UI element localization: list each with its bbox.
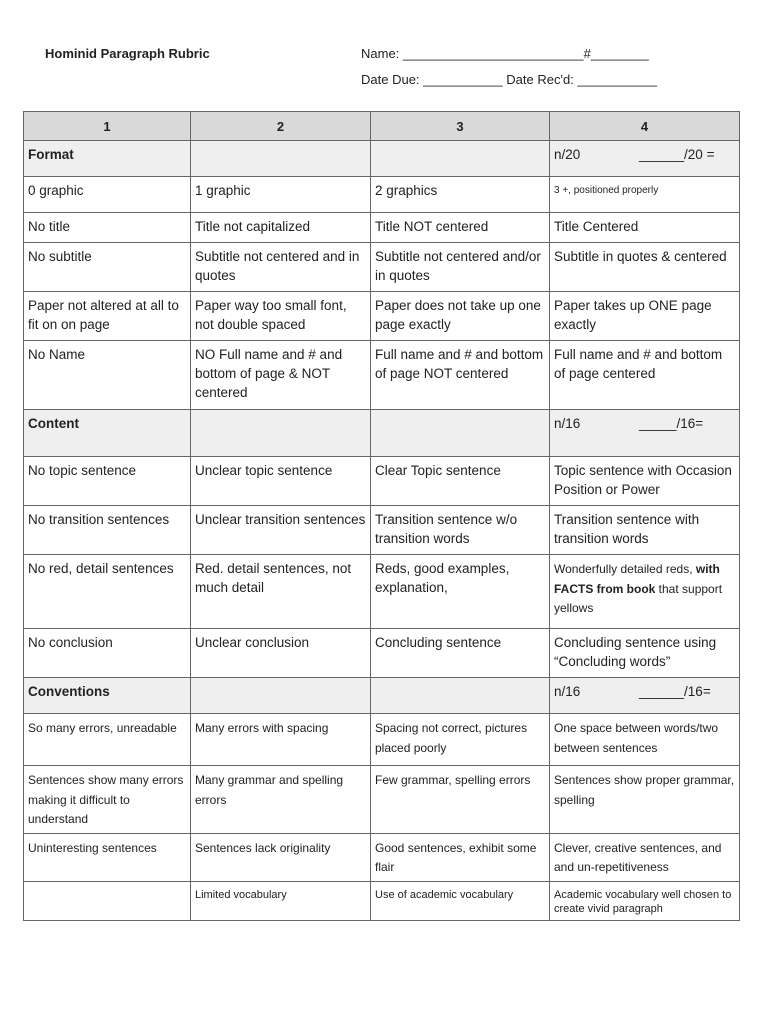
rubric-cell <box>24 833 191 881</box>
score-total: n/16 <box>554 684 581 699</box>
rubric-cell <box>550 881 740 920</box>
rubric-cell: Transition sentence with transition words <box>550 506 740 555</box>
rubric-cell: NO Full name and # and bottom of page & NOT centered <box>191 341 371 410</box>
rubric-cell: 1 graphic <box>191 177 371 213</box>
rubric-cell: Unclear topic sentence <box>191 457 371 506</box>
section-row-format <box>24 141 740 177</box>
rubric-cell: No red, detail sentences <box>24 555 191 629</box>
score-blank: ______/16= <box>639 684 711 699</box>
rubric-cell: Subtitle not centered and in quotes <box>191 243 371 292</box>
rubric-cell <box>371 714 550 766</box>
rubric-cell <box>550 714 740 766</box>
rubric-cell <box>191 766 371 834</box>
section-score <box>550 410 740 457</box>
rubric-cell <box>191 833 371 881</box>
rubric-cell: Paper does not take up one page exactly <box>371 292 550 341</box>
empty-cell <box>371 678 550 714</box>
rubric-cell: Paper not altered at all to fit on on page <box>24 292 191 341</box>
section-row-content <box>24 410 740 457</box>
text-run: Wonderfully detailed reds, <box>554 562 696 576</box>
rubric-cell <box>371 881 550 920</box>
rubric-cell-text: Spacing not correct, pictures placed poorly <box>375 721 528 755</box>
table-row <box>24 341 740 410</box>
table-row <box>24 629 740 678</box>
rubric-cell-text: Sentences show many errors making it difficult to understand <box>28 773 184 826</box>
table-row <box>24 292 740 341</box>
rubric-cell: Subtitle in quotes & centered <box>550 243 740 292</box>
rubric-cell: Subtitle not centered and/or in quotes <box>371 243 550 292</box>
rubric-cell <box>371 766 550 834</box>
rubric-cell: Topic sentence with Occasion Position or Power <box>550 457 740 506</box>
rubric-cell-text: Many errors with spacing <box>195 721 329 735</box>
rubric-cell-text: Academic vocabulary well chosen to create vivid paragraph <box>554 888 732 915</box>
table-row <box>24 881 740 920</box>
score-blank: ______/20 = <box>639 147 715 162</box>
rubric-cell: Concluding sentence using “Concluding words” <box>550 629 740 678</box>
text-run-bold: with FACTS from book <box>554 562 720 596</box>
rubric-cell: Reds, good examples, explanation, <box>371 555 550 629</box>
rubric-cell <box>371 833 550 881</box>
table-row <box>24 555 740 629</box>
empty-cell <box>371 141 550 177</box>
table-row <box>24 177 740 213</box>
rubric-cell: Unclear transition sentences <box>191 506 371 555</box>
rubric-cell: Full name and # and bottom of page centered <box>550 341 740 410</box>
rubric-cell: Unclear conclusion <box>191 629 371 678</box>
table-row <box>24 833 740 881</box>
rubric-cell-text: Limited vocabulary <box>195 888 287 901</box>
rubric-cell: 2 graphics <box>371 177 550 213</box>
score-total: n/16 <box>554 416 581 431</box>
rubric-cell <box>191 881 371 920</box>
score-blank: _____/16= <box>639 416 704 431</box>
rubric-cell: Transition sentence w/o transition words <box>371 506 550 555</box>
rubric-cell: No conclusion <box>24 629 191 678</box>
rubric-cell-text: Uninteresting sentences <box>28 840 157 855</box>
section-row-conventions <box>24 678 740 714</box>
rubric-cell: Concluding sentence <box>371 629 550 678</box>
column-header: 4 <box>550 112 740 141</box>
table-row <box>24 457 740 506</box>
rubric-cell-text: Clever, creative sentences, and and un-repetitiveness <box>554 840 722 874</box>
rubric-cell: No subtitle <box>24 243 191 292</box>
rubric-cell: Title NOT centered <box>371 213 550 243</box>
rubric-table <box>23 111 740 921</box>
rubric-cell: No topic sentence <box>24 457 191 506</box>
empty-cell <box>371 410 550 457</box>
rubric-cell-text: Few grammar, spelling errors <box>375 773 531 787</box>
column-header: 3 <box>371 112 550 141</box>
rubric-title: Hominid Paragraph Rubric <box>45 46 210 61</box>
rubric-cell: Full name and # and bottom of page NOT centered <box>371 341 550 410</box>
column-header: 2 <box>191 112 371 141</box>
rubric-cell: Title not capitalized <box>191 213 371 243</box>
rubric-cell: 0 graphic <box>24 177 191 213</box>
table-row <box>24 506 740 555</box>
section-score <box>550 678 740 714</box>
rubric-cell: No title <box>24 213 191 243</box>
rubric-cell <box>24 881 191 920</box>
column-header: 1 <box>24 112 191 141</box>
rubric-cell <box>550 555 740 629</box>
rubric-cell <box>550 766 740 834</box>
rubric-cell <box>24 766 191 834</box>
rubric-cell: No Name <box>24 341 191 410</box>
section-label: Conventions <box>24 678 191 714</box>
section-score <box>550 141 740 177</box>
rubric-cell: Paper way too small font, not double spaced <box>191 292 371 341</box>
rubric-cell-text: Use of academic vocabulary <box>375 888 514 901</box>
rubric-cell-text: Many grammar and spelling errors <box>195 773 344 807</box>
rubric-cell <box>550 177 740 213</box>
rubric-cell: No transition sentences <box>24 506 191 555</box>
rubric-cell: Red. detail sentences, not much detail <box>191 555 371 629</box>
empty-cell <box>191 410 371 457</box>
rubric-cell-text: Sentences lack originality <box>195 840 331 855</box>
rubric-cell-text: Sentences show proper grammar, spelling <box>554 773 735 807</box>
rubric-cell-text: Good sentences, exhibit some flair <box>375 840 537 874</box>
rubric-cell-text: One space between words/two between sentences <box>554 721 719 755</box>
section-label: Content <box>24 410 191 457</box>
table-row <box>24 766 740 834</box>
text-run: that support yellows <box>554 581 723 615</box>
rubric-cell <box>24 714 191 766</box>
empty-cell <box>191 678 371 714</box>
name-field-line: Name: _________________________#________ <box>361 46 649 61</box>
rubric-cell <box>191 714 371 766</box>
section-label: Format <box>24 141 191 177</box>
rubric-cell: Title Centered <box>550 213 740 243</box>
rubric-cell-text: So many errors, unreadable <box>28 721 177 735</box>
rubric-cell <box>550 833 740 881</box>
score-total: n/20 <box>554 147 581 162</box>
rubric-cell: Clear Topic sentence <box>371 457 550 506</box>
rubric-cell: Paper takes up ONE page exactly <box>550 292 740 341</box>
date-field-line: Date Due: ___________ Date Rec'd: ___________ <box>361 72 657 87</box>
rubric-cell-text <box>554 562 722 615</box>
table-row <box>24 213 740 243</box>
header-row <box>24 112 740 141</box>
empty-cell <box>191 141 371 177</box>
table-row <box>24 243 740 292</box>
table-row <box>24 714 740 766</box>
rubric-cell-text: 3 +, positioned properly <box>554 185 659 196</box>
